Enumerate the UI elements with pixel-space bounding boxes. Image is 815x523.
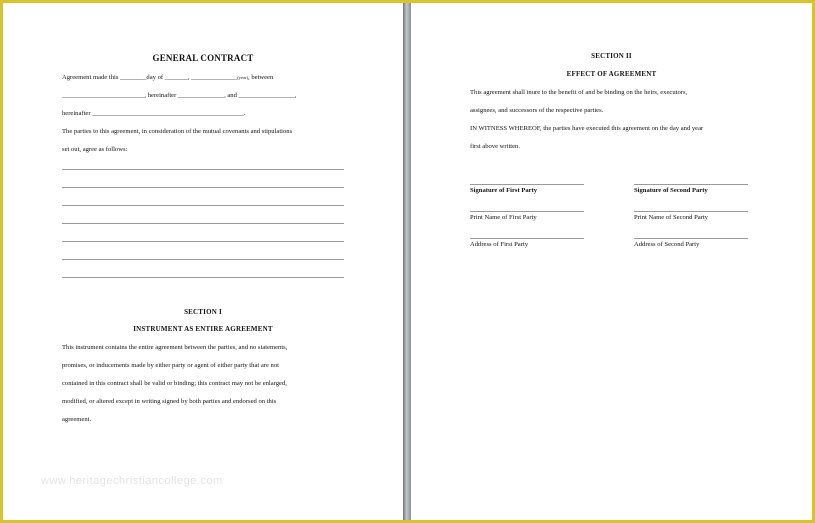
blank-rule [62,241,344,242]
second-address-line [634,238,748,239]
blank-rule [62,277,344,278]
year-hint: (year) [237,75,249,80]
blank-rule [62,259,344,260]
section-1-line: promises, or inducements made by either party or agent of either party that are not [62,362,279,369]
section-1-title: INSTRUMENT AS ENTIRE AGREEMENT [133,325,273,333]
agreement-between: , between [248,74,274,81]
agreement-intro-text: Agreement made this ________day of _______, ______________ [62,74,238,81]
section-2-heading: SECTION II [591,52,632,60]
section-2-line: IN WITNESS WHEREOF, the parties have executed this agreement on the day and year [470,125,704,132]
blank-rule [62,169,344,170]
second-print-name-line [634,211,748,212]
section-2-line: first above written. [470,143,520,150]
page-gutter [403,3,411,520]
first-signature-label: Signature of First Party [470,187,538,194]
watermark: www.heritagechristiancollege.com [41,475,223,487]
agree-line: set out, agree as follows: [62,146,128,153]
second-signature-line [634,184,748,185]
second-print-name-label: Print Name of Second Party [634,214,708,221]
agreement-intro-line [62,73,273,82]
first-address-label: Address of First Party [470,241,529,248]
section-2-title: EFFECT OF AGREEMENT [566,70,657,78]
section-2-line: This agreement shall inure to the benefit of and be binding on the heirs, executors, [470,89,688,96]
blank-rule [62,223,344,224]
section-1-line: This instrument contains the entire agreement between the parties, and no statements, [62,344,288,351]
left-page [3,3,403,520]
second-address-label: Address of Second Party [634,241,700,248]
blank-rule [62,187,344,188]
first-print-name-label: Print Name of First Party [470,214,537,221]
section-1-line: contained in this contract shall be valid or binding; this contract may not be enlarged, [62,380,287,387]
section-1-heading: SECTION I [184,308,222,316]
consideration-line: The parties to this agreement, in consideration of the mutual covenants and stipulations [62,128,293,135]
contract-title: GENERAL CONTRACT [152,53,254,63]
party-line: _________________________, hereinafter ______________, and _________________, [62,92,297,99]
section-2-line: assignees, and successors of the respective parties. [470,107,604,114]
first-address-line [470,238,584,239]
second-signature-label: Signature of Second Party [634,187,708,194]
first-print-name-line [470,211,584,212]
first-signature-line [470,184,584,185]
section-1-line: agreement. [62,416,92,423]
hereinafter-line: hereinafter ______________________________________________. [62,110,246,117]
section-1-line: modified, or altered except in writing signed by both parties and endorsed on this [62,398,277,405]
right-page [411,3,812,520]
blank-rule [62,205,344,206]
